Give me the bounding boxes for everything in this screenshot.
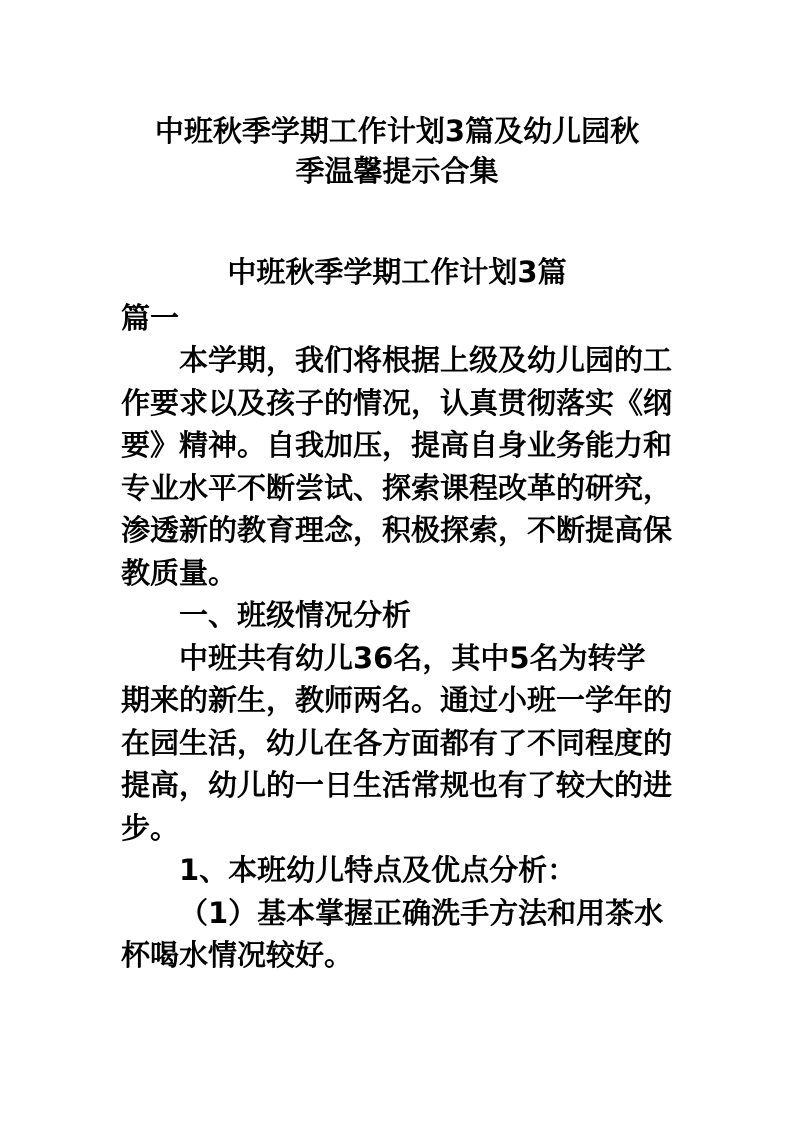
paragraph-line: 作要求以及孩子的情况，认真贯彻落实《纲 [121, 386, 673, 420]
paragraph-line: 期来的新生，教师两名。通过小班一学年的 [121, 683, 673, 717]
paragraph-line: 杯喝水情况较好。 [121, 938, 354, 972]
paragraph-line: 专业水平不断尝试、探索课程改革的研究， [121, 471, 673, 505]
paragraph-line: 教质量。 [121, 556, 238, 590]
section-subtitle: 中班秋季学期工作计划3篇 [227, 255, 567, 289]
subsection-heading: 1、本班幼儿特点及优点分析： [179, 853, 577, 887]
document-title-line-1: 中班秋季学期工作计划3篇及幼儿园秋 [154, 114, 640, 148]
paragraph-line: （1）基本掌握正确洗手方法和用茶水 [179, 896, 664, 930]
paragraph-line: 渗透新的教育理念，积极探索，不断提高保 [121, 513, 673, 547]
paragraph-line: 步。 [121, 811, 180, 845]
paragraph-line: 在园生活，幼儿在各方面都有了不同程度的 [121, 726, 673, 760]
paragraph-line: 提高，幼儿的一日生活常规也有了较大的进 [121, 768, 673, 802]
paragraph-line: 要》精神。自我加压，提高自身业务能力和 [121, 428, 673, 462]
paragraph-line: 中班共有幼儿36名，其中5名为转学 [179, 641, 646, 675]
part-label: 篇一 [121, 301, 180, 335]
document-title-line-2: 季温馨提示合集 [295, 154, 499, 188]
paragraph-line: 本学期，我们将根据上级及幼儿园的工 [179, 343, 673, 377]
section-heading: 一、班级情况分析 [179, 598, 412, 632]
